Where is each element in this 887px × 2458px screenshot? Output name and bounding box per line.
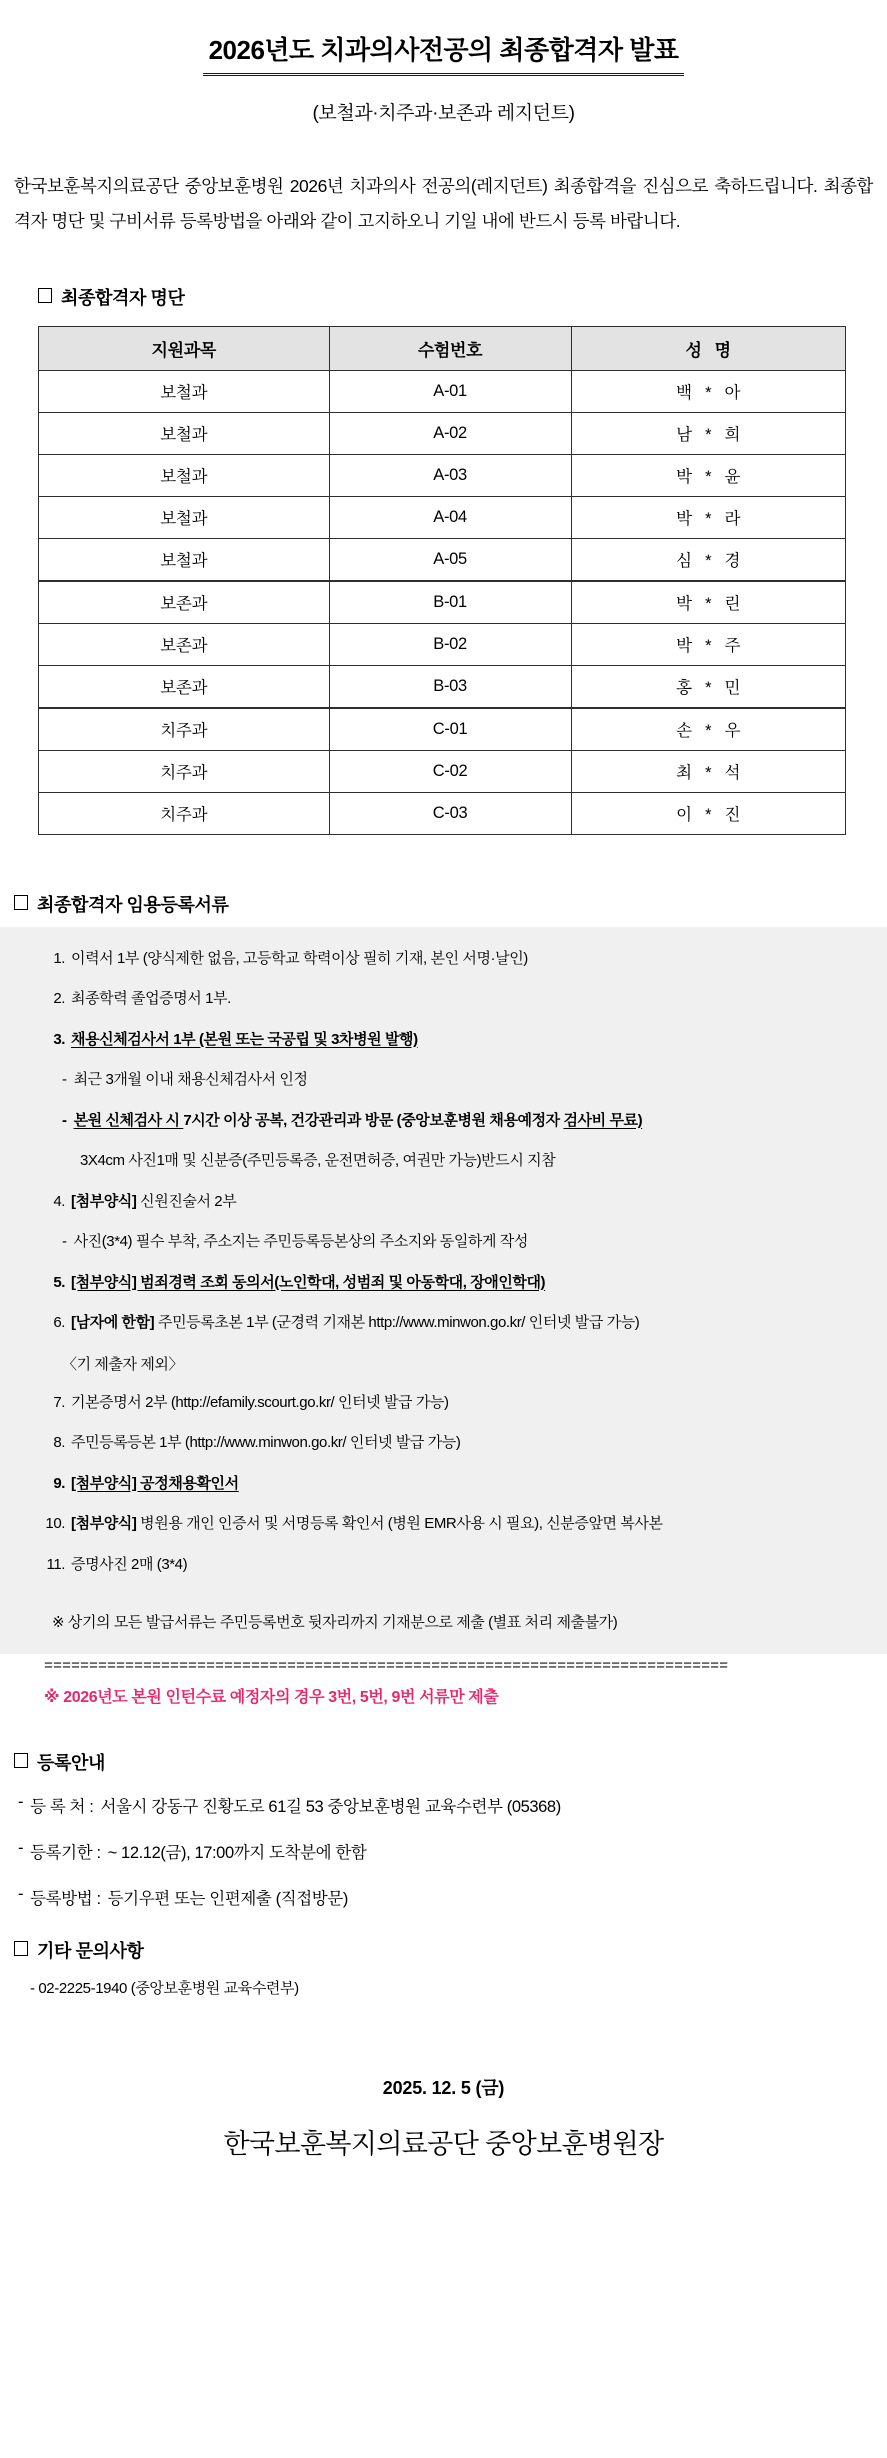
document-subitem: [62, 1060, 887, 1101]
document-item-text: [첨부양식] 범죄경력 조회 동의서(노인학대, 성범죄 및 아동학대, 장애인학대): [71, 1273, 546, 1291]
section-heading-label: 등록안내: [37, 1753, 105, 1774]
cell-department: 보존과: [39, 623, 330, 665]
document-subitem-text: 본원 신체검사 시 7시간 이상 공복, 건강관리과 방문 (중앙보훈병원 채용예정자 검사비 무료): [73, 1111, 643, 1129]
table-row: [39, 581, 846, 624]
table-row: [39, 665, 846, 708]
document-item-number: 6.: [53, 1314, 65, 1332]
document-subitem-text: 사진(3*4) 필수 부착, 주소지는 주민등록등본상의 주소지와 동일하게 작성: [73, 1233, 528, 1251]
registration-line: [18, 1885, 887, 1909]
registration-line-value: 등기우편 또는 인편제출 (직접방문): [107, 1890, 348, 1909]
cell-exam-number: A-04: [329, 496, 571, 538]
document-item: [44, 1020, 887, 1061]
cell-exam-number: A-05: [329, 538, 571, 581]
dash-marker: -: [62, 1071, 67, 1089]
cell-name: 최 * 석: [571, 750, 845, 792]
document-item: [44, 939, 887, 980]
cell-name: 손 * 우: [571, 708, 845, 751]
cell-department: 보철과: [39, 454, 330, 496]
document-item: [44, 1303, 887, 1344]
cell-exam-number: B-01: [329, 581, 571, 624]
table-row: [39, 750, 846, 792]
table-head: [39, 326, 846, 370]
dash-marker: -: [18, 1885, 24, 1904]
table-row: [39, 792, 846, 834]
cell-department: 치주과: [39, 750, 330, 792]
cell-exam-number: C-03: [329, 792, 571, 834]
column-header-name: 성 명: [571, 326, 845, 370]
cell-department: 보존과: [39, 665, 330, 708]
documents-panel: [0, 927, 887, 1655]
document-item-number: 11.: [46, 1555, 65, 1573]
document-item: [44, 1182, 887, 1223]
cell-exam-number: C-02: [329, 750, 571, 792]
document-item-text: 기본증명서 2부 (http://efamily.scourt.go.kr/ 인터넷 발급 가능): [71, 1393, 449, 1411]
section-heading-candidate-list: [38, 284, 887, 310]
cell-department: 보철과: [39, 370, 330, 412]
document-subitem: [62, 1101, 887, 1142]
section-heading-documents: [14, 891, 887, 917]
cell-department: 치주과: [39, 792, 330, 834]
issuing-organization: 한국보훈복지의료공단 중앙보훈병원장: [223, 2129, 664, 2160]
document-item-text: 주민등록등본 1부 (http://www.minwon.go.kr/ 인터넷 발급 가능): [71, 1434, 461, 1452]
etc-section: [0, 1937, 887, 1998]
table-header-row: [39, 326, 846, 370]
registration-line: [18, 1839, 887, 1863]
table-row: [39, 496, 846, 538]
results-table: [38, 326, 846, 835]
cell-department: 치주과: [39, 708, 330, 751]
document-item-number: 8.: [53, 1434, 65, 1452]
document-item: [44, 1504, 887, 1545]
cell-exam-number: A-01: [329, 370, 571, 412]
cell-name: 심 * 경: [571, 538, 845, 581]
checkbox-icon: [14, 1941, 28, 1956]
document-item-number: 7.: [53, 1393, 65, 1411]
dash-marker: -: [18, 1793, 24, 1812]
page-subtitle: (보철과·치주과·보존과 레지던트): [312, 102, 575, 124]
document-item: [44, 979, 887, 1020]
table-row: [39, 454, 846, 496]
registration-line-label: 등록기한 :: [30, 1844, 101, 1863]
column-header-department: 지원과목: [39, 326, 330, 370]
document-item-number: 3.: [53, 1030, 65, 1048]
registration-lines: [0, 1793, 887, 1909]
document-item-text: [첨부양식] 병원용 개인 인증서 및 서명등록 확인서 (병원 EMR사용 시 필요), 신분증앞면 복사본: [71, 1515, 663, 1533]
section-heading-label: 최종합격자 명단: [61, 287, 185, 308]
document-subitem-text: 최근 3개월 이내 채용신체검사서 인정: [73, 1071, 308, 1089]
registration-line: [18, 1793, 887, 1817]
table-row: [39, 538, 846, 581]
document-item: [44, 1263, 887, 1304]
document-item-number: 2.: [53, 990, 65, 1008]
document-item-text: 최종학력 졸업증명서 1부.: [71, 990, 231, 1008]
cell-exam-number: A-02: [329, 412, 571, 454]
cell-department: 보철과: [39, 538, 330, 581]
document-item: [44, 1423, 887, 1464]
checkbox-icon: [38, 288, 52, 303]
cell-name: 박 * 린: [571, 581, 845, 624]
registration-line-label: 등 록 처 :: [30, 1798, 94, 1817]
document-item: [44, 1545, 887, 1586]
dashed-divider: ============================================================================: [44, 1658, 729, 1676]
intro-paragraph: 한국보훈복지의료공단 중앙보훈병원 2026년 치과의사 전공의(레지던트) 최종합격을 진심으로 축하드립니다. 최종합격자 명단 및 구비서류 등록방법을 아래와 같이 고지하오니 기일 내에 반드시 등록 바랍니다.: [14, 175, 873, 232]
registration-section: [0, 1749, 887, 1909]
document-item: [44, 1464, 887, 1505]
documents-list: [0, 939, 887, 1586]
section-heading-label: 기타 문의사항: [37, 1941, 144, 1962]
section-heading-registration: [14, 1749, 887, 1775]
checkbox-icon: [14, 1753, 28, 1768]
cell-department: 보철과: [39, 412, 330, 454]
dash-marker: -: [62, 1233, 67, 1251]
results-table-wrap: [38, 326, 887, 835]
cell-exam-number: B-02: [329, 623, 571, 665]
table-row: [39, 370, 846, 412]
cell-name: 박 * 라: [571, 496, 845, 538]
document-exception-note: 〈기 제출자 제외〉: [62, 1355, 184, 1373]
document-item-number: 1.: [53, 949, 65, 967]
registration-line-label: 등록방법 :: [30, 1890, 101, 1909]
dash-marker: -: [62, 1111, 67, 1129]
title-block: [0, 0, 887, 76]
cell-name: 홍 * 민: [571, 665, 845, 708]
cell-exam-number: B-03: [329, 665, 571, 708]
section-heading-label: 최종합격자 임용등록서류: [37, 894, 229, 915]
registration-line-value: ~ 12.12(금), 17:00까지 도착분에 한함: [107, 1844, 367, 1863]
document-item-number: 5.: [53, 1273, 65, 1291]
document-item: [44, 1383, 887, 1424]
table-row: [39, 412, 846, 454]
cell-department: 보존과: [39, 581, 330, 624]
cell-exam-number: C-01: [329, 708, 571, 751]
cell-name: 이 * 진: [571, 792, 845, 834]
document-item-text: 증명사진 2매 (3*4): [71, 1555, 188, 1573]
registration-line-value: 서울시 강동구 진황도로 61길 53 중앙보훈병원 교육수련부 (05368): [100, 1798, 561, 1817]
cell-department: 보철과: [39, 496, 330, 538]
section-heading-etc: [14, 1937, 887, 1963]
document-item-text: [남자에 한함] 주민등록초본 1부 (군경력 기재본 http://www.minwon.go.kr/ 인터넷 발급 가능): [71, 1314, 640, 1332]
document-subitem: [62, 1222, 887, 1263]
cell-name: 박 * 주: [571, 623, 845, 665]
document-item-text: [첨부양식] 공정채용확인서: [71, 1474, 239, 1492]
contact-phone-line: - 02-2225-1940 (중앙보훈병원 교육수련부): [30, 1980, 299, 1998]
cell-exam-number: A-03: [329, 454, 571, 496]
dash-marker: -: [18, 1839, 24, 1858]
table-row: [39, 623, 846, 665]
documents-section: [0, 891, 887, 1708]
document-item-text: 채용신체검사서 1부 (본원 또는 국공립 및 3차병원 발행): [71, 1030, 418, 1048]
documents-note: ※ 상기의 모든 발급서류는 주민등록번호 뒷자리까지 기재분으로 제출 (별표 처리 제출불가): [52, 1614, 618, 1632]
column-header-exam-number: 수험번호: [329, 326, 571, 370]
footer-block: [0, 2074, 887, 2161]
document-item-text: 이력서 1부 (양식제한 없음, 고등학교 학력이상 필히 기재, 본인 서명·날인): [71, 949, 528, 967]
document-item-number: 10.: [45, 1515, 65, 1533]
table-body: [39, 370, 846, 834]
cell-name: 남 * 희: [571, 412, 845, 454]
cell-name: 박 * 윤: [571, 454, 845, 496]
issue-date: 2025. 12. 5 (금): [382, 2078, 505, 2099]
cell-name: 백 * 아: [571, 370, 845, 412]
document-item-text: [첨부양식] 신원진술서 2부: [71, 1192, 237, 1210]
document-item-number: 4.: [53, 1192, 65, 1210]
document-item-number: 9.: [53, 1474, 65, 1492]
checkbox-icon: [14, 895, 28, 910]
table-row: [39, 708, 846, 751]
page-title: 2026년도 치과의사전공의 최종합격자 발표: [203, 34, 685, 76]
document-continuation-text: 3X4cm 사진1매 및 신분증(주민등록증, 운전면허증, 여권만 가능)반드시 지참: [80, 1152, 556, 1170]
red-warning-text: ※ 2026년도 본원 인턴수료 예정자의 경우 3번, 5번, 9번 서류만 제출: [44, 1689, 499, 1707]
